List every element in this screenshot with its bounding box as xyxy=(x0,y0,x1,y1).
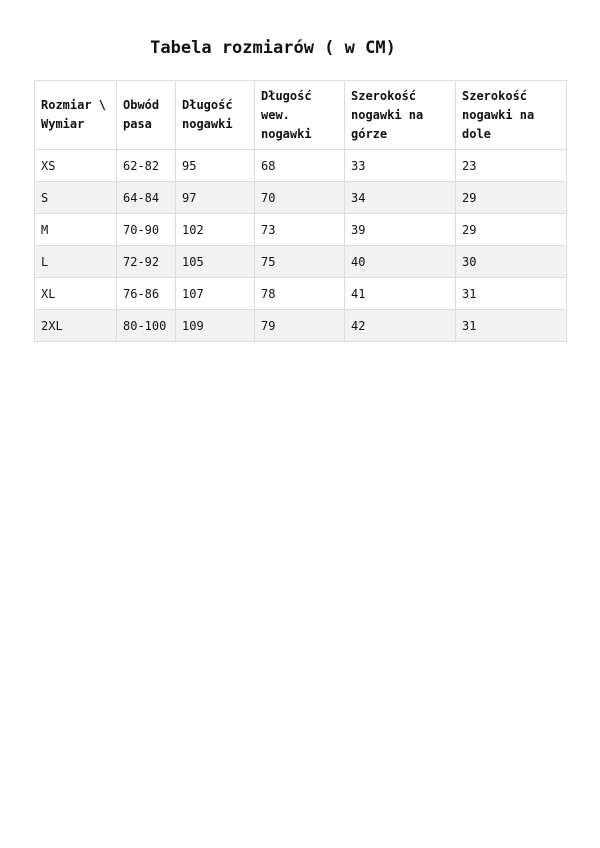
table-cell: XS xyxy=(35,150,117,182)
table-cell: 70 xyxy=(255,182,345,214)
table-cell: 73 xyxy=(255,214,345,246)
table-cell: 34 xyxy=(345,182,456,214)
header-size-dimension: Rozmiar \ Wymiar xyxy=(35,81,117,150)
table-cell: 105 xyxy=(176,246,255,278)
table-cell: 70-90 xyxy=(117,214,176,246)
table-cell: 76-86 xyxy=(117,278,176,310)
table-cell: 39 xyxy=(345,214,456,246)
table-cell: 30 xyxy=(456,246,567,278)
size-table xyxy=(34,80,567,342)
table-cell: 78 xyxy=(255,278,345,310)
table-cell: 109 xyxy=(176,310,255,342)
table-cell: S xyxy=(35,182,117,214)
table-row xyxy=(35,182,567,214)
table-row xyxy=(35,214,567,246)
table-row xyxy=(35,310,567,342)
table-cell: 62-82 xyxy=(117,150,176,182)
table-cell: 95 xyxy=(176,150,255,182)
table-cell: 97 xyxy=(176,182,255,214)
table-cell: 107 xyxy=(176,278,255,310)
table-cell: 29 xyxy=(456,182,567,214)
table-cell: 102 xyxy=(176,214,255,246)
table-row xyxy=(35,278,567,310)
table-row xyxy=(35,246,567,278)
size-table-header xyxy=(35,81,567,150)
table-cell: 31 xyxy=(456,278,567,310)
table-cell: 40 xyxy=(345,246,456,278)
table-cell: 68 xyxy=(255,150,345,182)
table-cell: 31 xyxy=(456,310,567,342)
table-cell: 72-92 xyxy=(117,246,176,278)
header-inseam: Długość wew. nogawki xyxy=(255,81,345,150)
header-leg-width-bottom: Szerokość nogawki na dole xyxy=(456,81,567,150)
header-row xyxy=(35,81,567,150)
table-cell: 23 xyxy=(456,150,567,182)
table-cell: 41 xyxy=(345,278,456,310)
size-table-body xyxy=(35,150,567,342)
table-cell: 42 xyxy=(345,310,456,342)
header-leg-length: Długość nogawki xyxy=(176,81,255,150)
table-cell: XL xyxy=(35,278,117,310)
table-cell: 75 xyxy=(255,246,345,278)
header-leg-width-top: Szerokość nogawki na górze xyxy=(345,81,456,150)
table-cell: 80-100 xyxy=(117,310,176,342)
page-title: Tabela rozmiarów ( w CM) xyxy=(150,38,396,58)
header-waist: Obwód pasa xyxy=(117,81,176,150)
table-cell: L xyxy=(35,246,117,278)
table-cell: 79 xyxy=(255,310,345,342)
table-cell: 64-84 xyxy=(117,182,176,214)
table-cell: 33 xyxy=(345,150,456,182)
table-cell: 2XL xyxy=(35,310,117,342)
table-row xyxy=(35,150,567,182)
table-cell: M xyxy=(35,214,117,246)
table-cell: 29 xyxy=(456,214,567,246)
